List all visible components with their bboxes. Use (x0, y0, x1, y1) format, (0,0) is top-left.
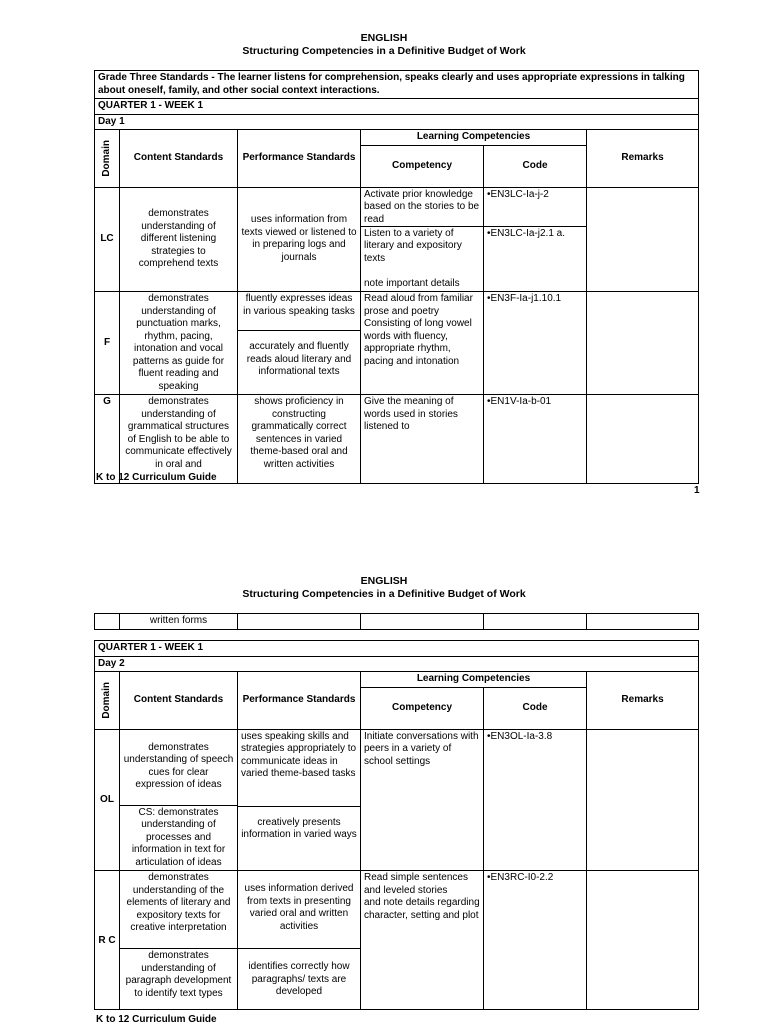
carry-content: written forms (120, 614, 238, 630)
ol-performance-1: uses speaking skills and strategies appropriately to communicate ideas in varied theme-based tasks (241, 730, 357, 779)
learning-competencies-header-2: Learning Competencies (361, 672, 587, 688)
learning-competencies-header: Learning Competencies (361, 130, 587, 146)
carry-competency (361, 614, 484, 630)
lc-competency-2: Listen to a variety of literary and expository texts note important details (364, 227, 462, 289)
g-code: • EN1V-Ia-b-01 (484, 395, 587, 484)
code-header-2: Code (484, 687, 587, 729)
f-performance-standard (238, 292, 361, 395)
ol-content-1: demonstrates understanding of speech cues for clear expression of ideas (123, 741, 234, 790)
content-standards-header: Content Standards (120, 130, 238, 188)
ol-remarks (587, 729, 699, 871)
ol-performance-2: creatively presents information in varied ways (241, 816, 357, 840)
carry-domain (95, 614, 120, 630)
rc-remarks (587, 871, 699, 1010)
domain-f: F (95, 292, 120, 395)
f-performance-1: fluently expresses ideas in various speaking tasks (243, 293, 355, 317)
ol-code: • EN3OL-Ia-3.8 (484, 729, 587, 871)
g-performance-standard: shows proficiency in constructing grammatically correct sentences in varied theme-based oral and written activities (238, 395, 361, 484)
lc-content-standard: demonstrates understanding of different listening strategies to comprehend texts (120, 187, 238, 292)
carry-performance (238, 614, 361, 630)
lc-remarks (587, 187, 699, 292)
lc-code (484, 187, 587, 292)
remarks-header-2: Remarks (587, 672, 699, 730)
f-content-standard: demonstrates understanding of punctuation marks, rhythm, pacing, intonation and vocal patterns as guide for fluent reading and speaking (120, 292, 238, 395)
lc-code-2: • EN3LC-Ia-j2.1 a. (484, 227, 586, 242)
g-content-standard: demonstrates understanding of grammatical structures of English to be able to communicate effectively in oral and (120, 395, 238, 484)
page2-table (94, 640, 699, 1010)
rc-performance-1: uses information derived from texts in presenting varied oral and written activities (244, 883, 354, 932)
performance-standards-header-2: Performance Standards (238, 672, 361, 730)
domain-header-2: Domain (95, 672, 120, 730)
rc-content-standard (120, 871, 238, 1010)
g-remarks (587, 395, 699, 484)
ol-content-standard (120, 729, 238, 871)
domain-ol: OL (95, 729, 120, 871)
rc-content-2: demonstrates understanding of paragraph development to identify text types (125, 950, 232, 999)
page-number: 1 (694, 485, 700, 496)
f-remarks (587, 292, 699, 395)
rc-competency: Read simple sentences and leveled stories and note details regarding character, setting and plot (361, 871, 484, 1010)
code-header: Code (484, 145, 587, 187)
remarks-header: Remarks (587, 130, 699, 188)
quarter-label-2: QUARTER 1 - WEEK 1 (95, 641, 699, 657)
carry-remarks (587, 614, 699, 630)
lc-code-1: • EN3LC-Ia-j-2 (484, 188, 586, 226)
lc-competency (361, 187, 484, 292)
competency-header-2: Competency (361, 687, 484, 729)
f-performance-2: accurately and fluently reads aloud literary and informational texts (246, 341, 352, 377)
grade-standards: Grade Three Standards - The learner listens for comprehension, speaks clearly and uses appropriate expressions in talking about oneself, family, and other social context interactions. (95, 71, 699, 99)
f-competency: Read aloud from familiar prose and poetry Consisting of long vowel words with fluency, appropriate rhythm, pacing and intonation (361, 292, 484, 395)
domain-g: G (95, 395, 120, 484)
competency-header: Competency (361, 145, 484, 187)
quarter-label: QUARTER 1 - WEEK 1 (95, 99, 699, 115)
page1-subject: ENGLISH (360, 32, 408, 44)
domain-lc: LC (95, 187, 120, 292)
domain-header: Domain (95, 130, 120, 188)
ol-content-2: CS: demonstrates understanding of processes and information in text for articulation of ideas (131, 806, 226, 868)
f-code: • EN3F-Ia-j1.10.1 (484, 292, 587, 395)
page1-table (94, 70, 699, 484)
rc-content-1: demonstrates understanding of the elements of literary and expository texts for creative interpretation (126, 872, 231, 933)
lc-performance-standard: uses information from texts viewed or listened to in preparing logs and journals (238, 187, 361, 292)
page1-footer: K to 12 Curriculum Guide (96, 472, 217, 483)
page1-title: Structuring Competencies in a Definitive Budget of Work (242, 45, 526, 57)
page2-carry-table (94, 613, 699, 630)
rc-performance-2: identifies correctly how paragraphs/ texts are developed (248, 961, 350, 997)
carry-code (484, 614, 587, 630)
domain-rc: R C (95, 871, 120, 1010)
ol-competency: Initiate conversations with peers in a variety of school settings (361, 729, 484, 871)
ol-performance-standard (238, 729, 361, 871)
performance-standards-header: Performance Standards (238, 130, 361, 188)
day-label-2: Day 2 (95, 656, 699, 672)
page2-footer: K to 12 Curriculum Guide (96, 1014, 217, 1025)
g-competency: Give the meaning of words used in stories listened to (361, 395, 484, 484)
rc-code: • EN3RC-I0-2.2 (484, 871, 587, 1010)
page2-title: Structuring Competencies in a Definitive Budget of Work (242, 588, 526, 600)
rc-performance-standard (238, 871, 361, 1010)
page2-subject: ENGLISH (360, 575, 408, 587)
lc-competency-1: Activate prior knowledge based on the stories to be read (364, 188, 480, 225)
day-label: Day 1 (95, 114, 699, 130)
content-standards-header-2: Content Standards (120, 672, 238, 730)
